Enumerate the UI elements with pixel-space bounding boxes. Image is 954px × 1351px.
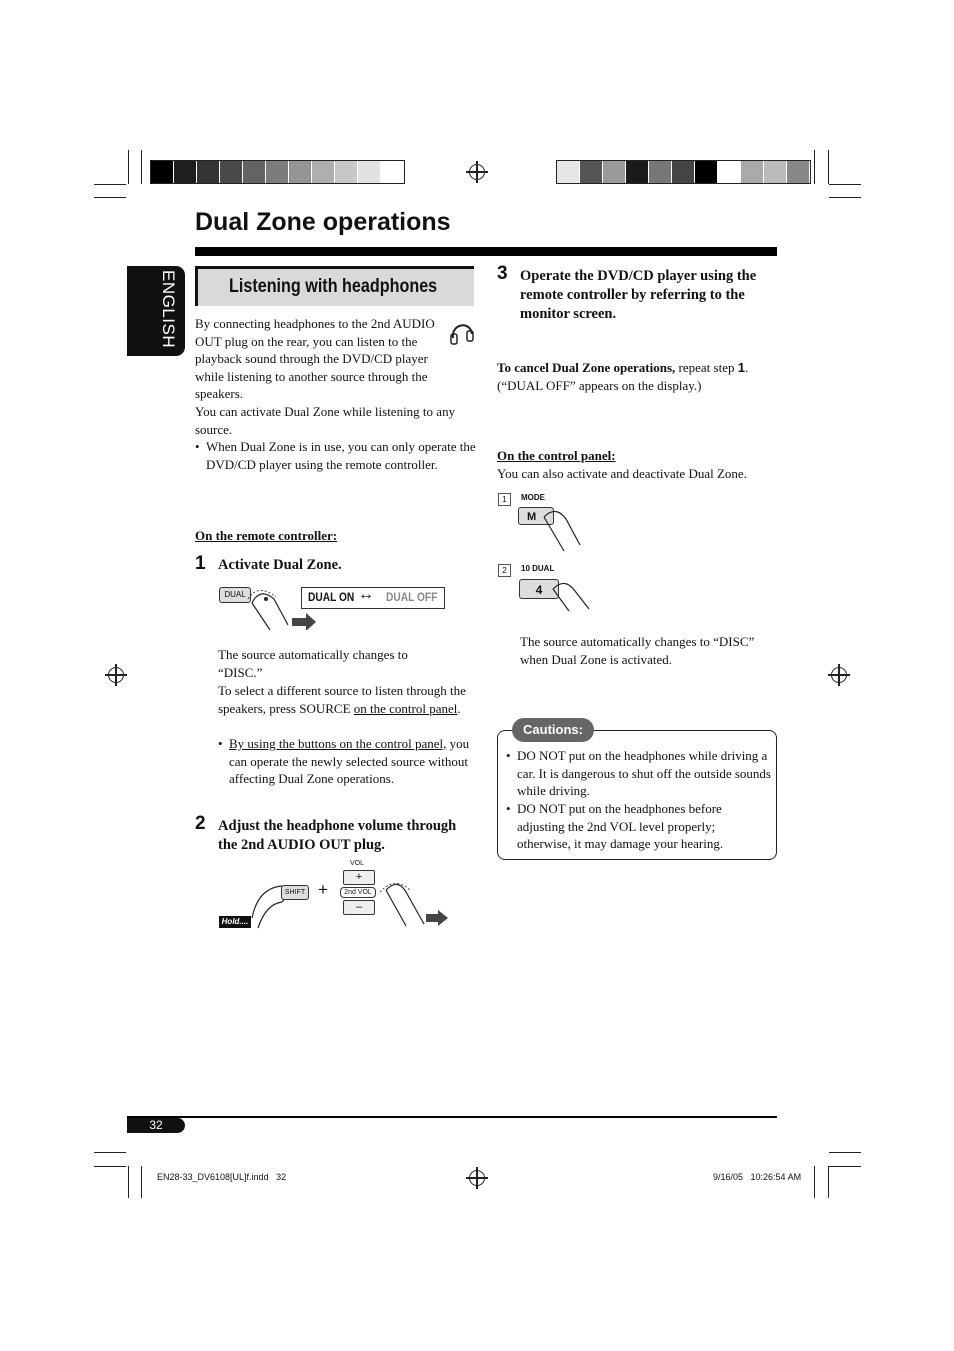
dual-off-label: DUAL OFF — [386, 590, 438, 604]
color-swatch — [626, 161, 649, 183]
color-swatch — [603, 161, 626, 183]
crop-mark — [814, 1166, 815, 1198]
color-swatch — [174, 161, 197, 183]
color-swatch — [695, 161, 718, 183]
crop-mark — [141, 150, 142, 184]
color-swatch — [718, 161, 741, 183]
crop-mark — [128, 150, 129, 184]
language-tab-label: ENGLISH — [159, 270, 178, 349]
color-swatch — [787, 161, 810, 183]
color-swatch — [243, 161, 266, 183]
color-bar-left — [150, 160, 405, 184]
color-swatch — [741, 161, 764, 183]
color-swatch — [335, 161, 358, 183]
intro-paragraph: By connecting headphones to the 2nd AUDIO OUT plug on the rear, you can listen to the playback sound through the DVD/CD player while listening to another source through the speakers. — [195, 316, 435, 402]
step-number: 2 — [195, 813, 206, 834]
step-text: Adjust the headphone volume through the 2nd AUDIO OUT plug. — [218, 818, 457, 853]
footer-rule — [127, 1116, 777, 1118]
registration-mark — [469, 164, 485, 180]
plus-sign: + — [318, 880, 328, 899]
crop-mark — [141, 1166, 142, 1198]
2nd-vol-label: 2nd VOL — [340, 887, 376, 898]
crop-mark — [94, 197, 126, 198]
step1-bullet: • By using the buttons on the control panel, you can operate the newly selected source without affecting Dual Zone operations. — [229, 735, 474, 788]
dual-on-label: DUAL ON — [308, 590, 355, 604]
vol-plus-button: + — [343, 870, 375, 885]
mode-button: M — [518, 507, 554, 525]
step-text: Activate Dual Zone. — [218, 557, 342, 573]
crop-mark — [829, 197, 861, 198]
cancel-instruction: To cancel Dual Zone operations, repeat step 1. (“DUAL OFF” appears on the display.) — [497, 360, 749, 393]
registration-mark — [469, 1170, 485, 1186]
color-swatch — [197, 161, 220, 183]
color-swatch — [557, 161, 580, 183]
intro-paragraph-2: You can activate Dual Zone while listening to any source. — [195, 404, 456, 437]
toggle-arrow-icon: ↔ — [358, 586, 374, 603]
control-panel-text: You can also activate and deactivate Dual Zone. — [497, 466, 747, 481]
color-swatch — [672, 161, 695, 183]
section-heading: Listening with headphones — [229, 276, 438, 297]
color-swatch — [649, 161, 672, 183]
footer-timestamp: 9/16/05 10:26:54 AM — [713, 1172, 802, 1182]
color-swatch — [220, 161, 243, 183]
registration-mark — [108, 667, 124, 683]
crop-mark — [94, 184, 126, 185]
finger-icon — [536, 505, 586, 553]
item-number: 1 — [498, 493, 511, 506]
crop-mark — [828, 1166, 829, 1198]
mode-label: MODE — [521, 493, 545, 502]
color-swatch — [381, 161, 404, 183]
crop-mark — [814, 150, 815, 184]
color-swatch — [266, 161, 289, 183]
color-swatch — [151, 161, 174, 183]
item-number: 2 — [498, 564, 511, 577]
dual-button: DUAL — [219, 587, 251, 603]
caution-item: • DO NOT put on the headphones while driving a car. It is dangerous to shut off the outside sounds while driving. — [517, 747, 772, 800]
finger-icon — [376, 880, 452, 928]
crop-mark — [829, 1166, 861, 1167]
color-swatch — [312, 161, 335, 183]
step-number: 3 — [497, 263, 508, 284]
finger-icon — [545, 577, 595, 613]
remote-heading: On the remote controller: — [195, 528, 338, 543]
color-swatch — [764, 161, 787, 183]
color-swatch — [289, 161, 312, 183]
crop-mark — [94, 1166, 126, 1167]
page-number: 32 — [127, 1118, 185, 1133]
vol-label: VOL — [350, 860, 365, 867]
crop-mark — [128, 1166, 129, 1198]
color-bar-right — [556, 160, 811, 184]
color-swatch — [358, 161, 381, 183]
step-text: Operate the DVD/CD player using the remote controller by referring to the monitor screen. — [520, 268, 757, 322]
crop-mark — [94, 1152, 126, 1153]
step-number: 1 — [195, 553, 206, 574]
hold-label: Hold.... — [219, 916, 251, 928]
caution-item: • DO NOT put on the headphones before adjusting the 2nd VOL level properly; otherwise, it may damage your hearing. — [517, 800, 772, 853]
crop-mark — [829, 1152, 861, 1153]
crop-mark — [828, 150, 829, 184]
registration-mark — [831, 667, 847, 683]
headphones-icon — [448, 316, 476, 346]
cautions-label: Cautions: — [512, 718, 594, 742]
title-rule — [195, 247, 777, 256]
color-swatch — [580, 161, 603, 183]
dual-key-label: 10 DUAL — [521, 564, 555, 573]
dual-key-button: 4 — [519, 579, 559, 599]
finger-icon — [248, 872, 308, 930]
control-panel-note: The source automatically changes to “DISC” when Dual Zone is activated. — [520, 634, 755, 667]
crop-mark — [829, 184, 861, 185]
vol-minus-button: – — [343, 900, 375, 915]
step1-note-2: To select a different source to listen through the speakers, press SOURCE on the control panel. — [218, 683, 466, 716]
step1-note: The source automatically changes to “DISC.” — [218, 647, 408, 680]
page-title: Dual Zone operations — [195, 208, 451, 236]
control-panel-heading: On the control panel: — [497, 448, 616, 463]
footer-filename: EN28-33_DV6108[UL]f.indd 32 — [157, 1172, 287, 1182]
intro-bullet: • When Dual Zone is in use, you can only operate the DVD/CD player using the remote controller. — [206, 438, 476, 473]
shift-button: SHIFT — [281, 885, 309, 900]
